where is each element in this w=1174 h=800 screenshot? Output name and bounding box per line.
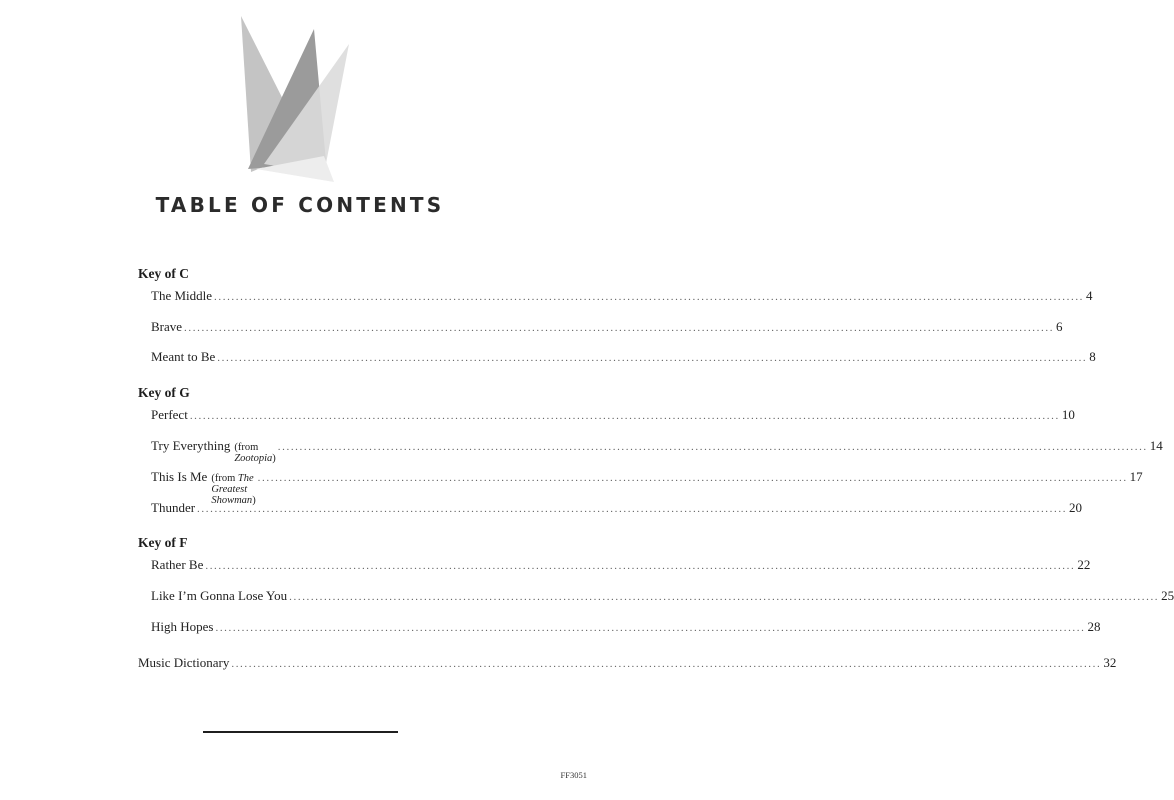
toc-entry[interactable]: [151, 588, 1174, 604]
toc-entry[interactable]: [151, 438, 1163, 464]
page-number: 28: [1087, 619, 1101, 634]
entry-title: Music Dictionary: [138, 655, 230, 670]
entry-title: Meant to Be: [151, 349, 216, 364]
divider-line: [203, 731, 398, 733]
entry-title: Rather Be: [151, 557, 204, 572]
dot-leader: ........................................................................................................................................................................................................: [205, 560, 1076, 572]
page-number: 22: [1077, 557, 1091, 572]
dot-leader: ........................................................................................................................................................................................................: [257, 472, 1128, 484]
entry-title: This Is Me: [151, 469, 208, 484]
toc-entry[interactable]: [151, 349, 1096, 365]
page-number: 4: [1086, 288, 1093, 303]
page-title: TABLE OF CONTENTS: [155, 193, 445, 217]
page-number: 17: [1129, 469, 1143, 484]
dot-leader: ........................................................................................................................................................................................................: [214, 291, 1085, 303]
entry-title: Try Everything: [151, 438, 231, 453]
section-heading: Key of G: [138, 385, 190, 400]
page-number: 6: [1056, 319, 1063, 334]
dot-leader: ........................................................................................................................................................................................................: [184, 322, 1055, 334]
origami-crane-logo: [236, 14, 356, 189]
toc-entry[interactable]: [138, 655, 1117, 671]
toc-entry[interactable]: [151, 407, 1075, 423]
entry-title: The Middle: [151, 288, 213, 303]
dot-leader: ........................................................................................................................................................................................................: [189, 410, 1060, 422]
page-number: 25: [1161, 588, 1174, 603]
subtitle-prefix: (from: [211, 473, 238, 484]
section-heading: Key of F: [138, 535, 188, 550]
toc-entry[interactable]: [151, 319, 1063, 335]
dot-leader: ........................................................................................................................................................................................................: [217, 352, 1088, 364]
toc-entry[interactable]: [151, 500, 1083, 516]
subtitle-suffix: ): [252, 495, 256, 506]
dot-leader: ........................................................................................................................................................................................................: [197, 503, 1068, 515]
subtitle-source-title: The Greatest Showman: [211, 473, 254, 506]
section-heading: Key of C: [138, 266, 189, 281]
page-number: 14: [1149, 438, 1163, 453]
entry-title: Like I’m Gonna Lose You: [151, 588, 288, 603]
subtitle-source-title: Zootopia: [234, 453, 273, 464]
subtitle-prefix: (from: [234, 442, 259, 453]
entry-title: Brave: [151, 319, 183, 334]
entry-title: High Hopes: [151, 619, 214, 634]
page-number: 20: [1069, 500, 1083, 515]
catalog-code: FF3051: [560, 770, 587, 780]
page-number: 8: [1089, 349, 1096, 364]
entry-title: Perfect: [151, 407, 188, 422]
dot-leader: ........................................................................................................................................................................................................: [215, 622, 1086, 634]
page-number: 32: [1103, 655, 1117, 670]
toc-entry[interactable]: [151, 557, 1091, 573]
dot-leader: ........................................................................................................................................................................................................: [289, 591, 1160, 603]
dot-leader: ........................................................................................................................................................................................................: [277, 441, 1148, 453]
entry-subtitle: [234, 442, 275, 464]
toc-entry[interactable]: [151, 288, 1093, 304]
entry-title: Thunder: [151, 500, 196, 515]
toc-entry[interactable]: [151, 619, 1101, 635]
page-number: 10: [1061, 407, 1075, 422]
subtitle-suffix: ): [272, 453, 276, 464]
dot-leader: ........................................................................................................................................................................................................: [231, 658, 1102, 670]
